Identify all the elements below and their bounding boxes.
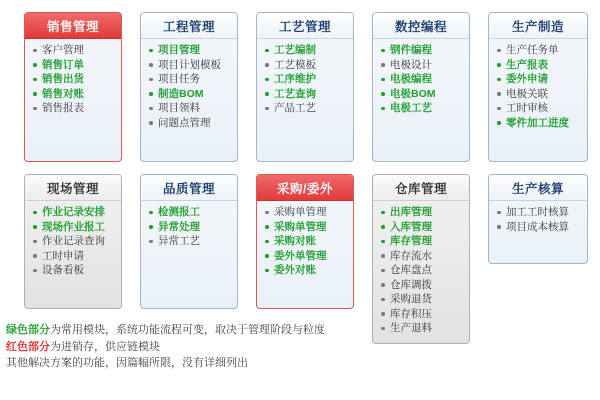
list-item[interactable]: 电极关联: [495, 87, 583, 102]
list-item[interactable]: 生产报表: [495, 58, 583, 73]
card-items: [141, 201, 237, 253]
card-items: [257, 201, 353, 282]
list-item[interactable]: 零件加工进度: [495, 116, 583, 131]
list-item[interactable]: 生产任务单: [495, 43, 583, 58]
card-items: [257, 39, 353, 120]
card-items: [141, 39, 237, 134]
card-items: [25, 39, 121, 120]
card-title: 现场管理: [25, 175, 121, 201]
legend-green-label: 绿色部分: [6, 324, 50, 336]
list-item[interactable]: 采购单管理: [263, 220, 349, 235]
card-process-management[interactable]: [256, 12, 354, 162]
list-item[interactable]: 项目成本核算: [495, 220, 583, 235]
list-item[interactable]: 项目领料: [147, 101, 233, 116]
list-item[interactable]: 库存管理: [379, 234, 465, 249]
legend-red-label: 红色部分: [6, 340, 50, 353]
list-item[interactable]: 出库管理: [379, 205, 465, 220]
card-cnc-programming[interactable]: [372, 12, 470, 162]
list-item[interactable]: 问题点管理: [147, 116, 233, 131]
card-sales-management[interactable]: [24, 12, 122, 162]
list-item[interactable]: 库存流水: [379, 249, 465, 264]
list-item[interactable]: 电极编程: [379, 72, 465, 87]
card-title: 生产制造: [489, 13, 587, 39]
card-title: 采购/委外: [257, 175, 353, 201]
card-title: 销售管理: [25, 13, 121, 39]
list-item[interactable]: 工时申请: [31, 249, 117, 264]
list-item[interactable]: 工艺编制: [263, 43, 349, 58]
list-item[interactable]: 项目计划模板: [147, 58, 233, 73]
card-items: [373, 39, 469, 120]
list-item[interactable]: 入库管理: [379, 220, 465, 235]
list-item[interactable]: 委外申请: [495, 72, 583, 87]
list-item[interactable]: 设备看板: [31, 263, 117, 278]
list-item[interactable]: 项目管理: [147, 43, 233, 58]
list-item[interactable]: 异常工艺: [147, 234, 233, 249]
card-quality-management[interactable]: [140, 174, 238, 309]
legend-line-red: [6, 339, 426, 356]
list-item[interactable]: 检测报工: [147, 205, 233, 220]
list-item[interactable]: 委外单管理: [263, 249, 349, 264]
list-item[interactable]: 采购单管理: [263, 205, 349, 220]
card-items: [489, 39, 587, 134]
list-item[interactable]: 采购对账: [263, 234, 349, 249]
card-items: [25, 201, 121, 282]
list-item[interactable]: 现场作业报工: [31, 220, 117, 235]
card-items: [373, 201, 469, 340]
list-item[interactable]: 工艺查询: [263, 87, 349, 102]
card-title: 品质管理: [141, 175, 237, 201]
list-item[interactable]: 产品工艺: [263, 101, 349, 116]
card-engineering-management[interactable]: [140, 12, 238, 162]
legend-line-green: [6, 322, 426, 339]
card-title: 工程管理: [141, 13, 237, 39]
list-item[interactable]: 电极BOM: [379, 87, 465, 102]
list-item[interactable]: 客户管理: [31, 43, 117, 58]
list-item[interactable]: 制造BOM: [147, 87, 233, 102]
card-warehouse-management[interactable]: [372, 174, 470, 344]
list-item[interactable]: 销售订单: [31, 58, 117, 73]
card-title: 仓库管理: [373, 175, 469, 201]
list-item[interactable]: 作业记录安排: [31, 205, 117, 220]
legend-green-text: 为常用模块，系统功能流程可变，取决于管理阶段与粒度: [50, 324, 325, 336]
card-production-manufacturing[interactable]: [488, 12, 588, 162]
list-item[interactable]: 电极设计: [379, 58, 465, 73]
legend-line-note: 其他解决方案的功能，因篇幅所限，没有详细列出: [6, 357, 248, 369]
list-item[interactable]: 生产退料: [379, 321, 465, 336]
card-purchasing-outsourcing[interactable]: [256, 174, 354, 309]
card-title: 生产核算: [489, 175, 587, 201]
list-item[interactable]: 委外对账: [263, 263, 349, 278]
card-shopfloor-management[interactable]: [24, 174, 122, 309]
list-item[interactable]: 工时审核: [495, 101, 583, 116]
list-item[interactable]: 仓库盘点: [379, 263, 465, 278]
list-item[interactable]: 销售对账: [31, 87, 117, 102]
list-item[interactable]: 工序维护: [263, 72, 349, 87]
card-production-accounting[interactable]: [488, 174, 588, 264]
card-title: 工艺管理: [257, 13, 353, 39]
list-item[interactable]: 作业记录查询: [31, 234, 117, 249]
list-item[interactable]: 钢件编程: [379, 43, 465, 58]
list-item[interactable]: 电极工艺: [379, 101, 465, 116]
card-title: 数控编程: [373, 13, 469, 39]
list-item[interactable]: 仓库调拨: [379, 278, 465, 293]
list-item[interactable]: 加工工时核算: [495, 205, 583, 220]
list-item[interactable]: 销售报表: [31, 101, 117, 116]
list-item[interactable]: 采购退货: [379, 292, 465, 307]
list-item[interactable]: 库存积压: [379, 307, 465, 322]
list-item[interactable]: 工艺模板: [263, 58, 349, 73]
list-item[interactable]: 销售出货: [31, 72, 117, 87]
legend: [6, 322, 426, 372]
list-item[interactable]: 项目任务: [147, 72, 233, 87]
card-items: [489, 201, 587, 238]
legend-red-text: 为进销存，供应链模块: [50, 340, 160, 353]
list-item[interactable]: 异常处理: [147, 220, 233, 235]
